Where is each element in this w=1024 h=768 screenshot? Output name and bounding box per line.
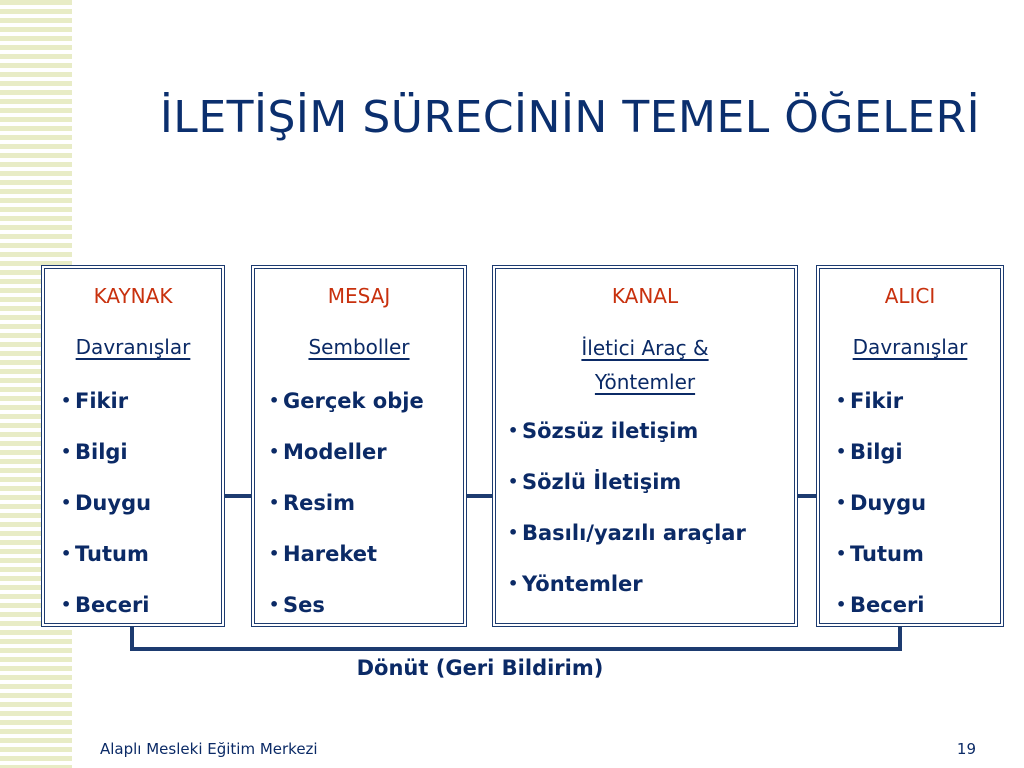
bullet-icon: • — [836, 493, 847, 512]
list-item-label: Resim — [283, 491, 355, 515]
list-item — [45, 426, 221, 477]
list-item — [45, 375, 221, 426]
list-item — [496, 558, 794, 609]
list-item — [255, 426, 463, 477]
page-number: 19 — [956, 740, 976, 758]
list-item-label: Tutum — [75, 542, 149, 566]
list-item — [255, 477, 463, 528]
bullet-icon: • — [836, 595, 847, 614]
bullet-icon: • — [61, 595, 72, 614]
item-list — [820, 375, 1000, 630]
list-item — [820, 477, 1000, 528]
list-item-label: Ses — [283, 593, 325, 617]
list-item — [496, 456, 794, 507]
alici-box — [819, 268, 1001, 624]
bullet-icon: • — [269, 544, 280, 563]
list-item — [820, 579, 1000, 630]
connector-kaynak-mesaj — [224, 494, 252, 498]
list-item — [255, 528, 463, 579]
kanal-box — [495, 268, 795, 624]
list-item — [820, 528, 1000, 579]
list-item-label: Sözlü İletişim — [522, 470, 682, 494]
item-list — [496, 405, 794, 609]
feedback-right-leg — [898, 627, 902, 651]
list-item — [496, 507, 794, 558]
list-item-label: Duygu — [75, 491, 152, 515]
bullet-icon: • — [836, 544, 847, 563]
box-heading: MESAJ — [327, 284, 391, 308]
mesaj-box — [254, 268, 464, 624]
bullet-icon: • — [508, 472, 519, 491]
bullet-icon: • — [269, 595, 280, 614]
list-item-label: Tutum — [850, 542, 924, 566]
list-item — [820, 375, 1000, 426]
bullet-icon: • — [508, 523, 519, 542]
kaynak-box — [44, 268, 222, 624]
box-heading: ALICI — [884, 284, 936, 308]
feedback-label: Dönüt (Geri Bildirim) — [356, 656, 604, 680]
list-item-label: Beceri — [850, 593, 925, 617]
footer-organization: Alaplı Mesleki Eğitim Merkezi — [100, 740, 318, 758]
bullet-icon: • — [269, 493, 280, 512]
list-item — [45, 477, 221, 528]
box-subheading: Davranışlar — [75, 335, 191, 359]
list-item-label: Fikir — [850, 389, 904, 413]
list-item-label: Beceri — [75, 593, 150, 617]
list-item — [255, 579, 463, 630]
list-item — [45, 579, 221, 630]
box-subheading: İletici Araç & Yöntemler — [581, 336, 709, 394]
list-item-label: Yöntemler — [522, 572, 643, 596]
box-heading: KAYNAK — [93, 284, 173, 308]
list-item-label: Fikir — [75, 389, 129, 413]
connector-kanal-alici — [797, 494, 817, 498]
bullet-icon: • — [61, 493, 72, 512]
connector-mesaj-kanal — [466, 494, 493, 498]
list-item — [45, 528, 221, 579]
bullet-icon: • — [836, 391, 847, 410]
bullet-icon: • — [269, 442, 280, 461]
list-item — [820, 426, 1000, 477]
bullet-icon: • — [61, 391, 72, 410]
list-item — [496, 405, 794, 456]
slide-title: İLETİŞİM SÜRECİNİN TEMEL ÖĞELERİ — [159, 92, 981, 144]
list-item-label: Bilgi — [850, 440, 903, 464]
item-list — [45, 375, 221, 630]
feedback-bottom-line — [130, 647, 902, 651]
bullet-icon: • — [836, 442, 847, 461]
list-item-label: Gerçek obje — [283, 389, 424, 413]
list-item-label: Duygu — [850, 491, 927, 515]
box-heading: KANAL — [611, 284, 679, 308]
list-item-label: Basılı/yazılı araçlar — [522, 521, 746, 545]
bullet-icon: • — [508, 421, 519, 440]
bullet-icon: • — [61, 544, 72, 563]
box-subheading: Davranışlar — [852, 335, 968, 359]
list-item-label: Hareket — [283, 542, 378, 566]
list-item-label: Modeller — [283, 440, 387, 464]
box-subheading: Semboller — [308, 335, 410, 359]
list-item-label: Sözsüz iletişim — [522, 419, 699, 443]
bullet-icon: • — [269, 391, 280, 410]
list-item — [255, 375, 463, 426]
bullet-icon: • — [61, 442, 72, 461]
bullet-icon: • — [508, 574, 519, 593]
item-list — [255, 375, 463, 630]
list-item-label: Bilgi — [75, 440, 128, 464]
